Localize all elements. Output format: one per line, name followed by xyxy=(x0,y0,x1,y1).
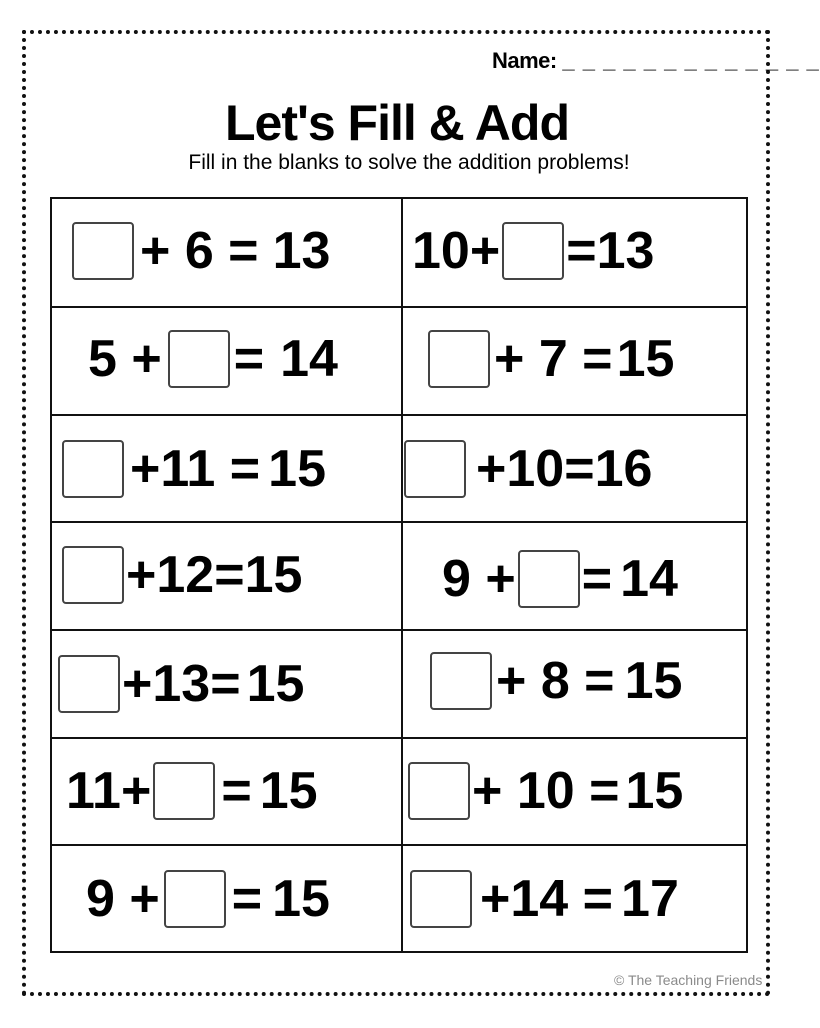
problem-3-left xyxy=(62,439,326,499)
problem-operator: +12= xyxy=(126,546,245,604)
problem-5-right xyxy=(430,651,682,711)
problem-sum: 15 xyxy=(272,870,330,928)
answer-box[interactable] xyxy=(518,550,580,608)
name-blank-line[interactable]: _ _ _ _ _ _ _ _ _ _ _ _ _ xyxy=(562,48,820,73)
grid-divider-horizontal xyxy=(52,629,746,631)
answer-box[interactable] xyxy=(168,330,230,388)
answer-box[interactable] xyxy=(502,222,564,280)
problem-operator: = xyxy=(221,762,252,820)
grid-divider-vertical xyxy=(401,199,403,951)
problem-operator: + 10 = xyxy=(472,762,620,820)
problem-grid xyxy=(50,197,748,953)
problem-operator: = xyxy=(233,330,265,388)
problem-1-left xyxy=(72,221,330,281)
problem-6-left xyxy=(66,761,318,821)
problem-operator: +13= xyxy=(122,655,241,713)
grid-divider-horizontal xyxy=(52,521,746,523)
problem-4-right xyxy=(442,549,678,609)
problem-operator: +10= xyxy=(476,440,595,498)
answer-box[interactable] xyxy=(430,652,492,710)
answer-box[interactable] xyxy=(404,440,466,498)
problem-sum: 16 xyxy=(594,440,653,498)
problem-operator: = xyxy=(581,550,613,608)
problem-addend: 9 + xyxy=(442,550,516,608)
problem-2-left xyxy=(88,329,338,389)
answer-box[interactable] xyxy=(62,546,124,604)
grid-divider-horizontal xyxy=(52,306,746,308)
problem-sum: 13 xyxy=(272,222,331,280)
problem-5-left xyxy=(58,654,304,714)
answer-box[interactable] xyxy=(428,330,490,388)
answer-box[interactable] xyxy=(410,870,472,928)
problem-sum: 15 xyxy=(246,655,305,713)
problem-sum: 15 xyxy=(268,440,326,498)
problem-sum: 17 xyxy=(621,870,679,928)
problem-7-left xyxy=(86,869,330,929)
problem-sum: 15 xyxy=(624,652,683,710)
problem-6-right xyxy=(408,761,683,821)
problem-operator: + 7 = xyxy=(494,330,613,388)
problem-4-left xyxy=(62,545,302,605)
name-label: Name: xyxy=(492,48,557,73)
answer-box[interactable] xyxy=(72,222,134,280)
problem-addend: 11+ xyxy=(66,762,152,820)
problem-sum: 15 xyxy=(625,762,684,820)
problem-sum: 13 xyxy=(596,222,655,280)
answer-box[interactable] xyxy=(408,762,470,820)
problem-sum: 14 xyxy=(620,550,678,608)
copyright-credit: © The Teaching Friends xyxy=(614,972,763,988)
problem-3-right xyxy=(404,439,652,499)
problem-operator: + 6 = xyxy=(140,222,259,280)
problem-operator: +14 = xyxy=(480,870,614,928)
problem-operator: = xyxy=(231,870,263,928)
answer-box[interactable] xyxy=(164,870,226,928)
problem-sum: 14 xyxy=(280,330,338,388)
problem-sum: 15 xyxy=(616,330,675,388)
answer-box[interactable] xyxy=(58,655,120,713)
problem-addend: 9 + xyxy=(86,870,160,928)
problem-addend: 10+ xyxy=(412,222,501,280)
worksheet-subtitle: Fill in the blanks to solve the addition problems! xyxy=(188,151,630,174)
problem-addend: 5 + xyxy=(88,330,162,388)
problem-7-right xyxy=(410,869,679,929)
grid-divider-horizontal xyxy=(52,844,746,846)
problem-operator: = xyxy=(566,222,597,280)
answer-box[interactable] xyxy=(62,440,124,498)
problem-operator: +11 = xyxy=(130,440,261,498)
answer-box[interactable] xyxy=(153,762,215,820)
worksheet-title: Let's Fill & Add xyxy=(224,95,570,151)
grid-divider-horizontal xyxy=(52,737,746,739)
name-field[interactable] xyxy=(492,48,820,74)
problem-sum: 15 xyxy=(244,546,303,604)
problem-operator: + 8 = xyxy=(496,652,615,710)
problem-1-right xyxy=(412,221,654,281)
problem-sum: 15 xyxy=(259,762,318,820)
problem-2-right xyxy=(428,329,674,389)
grid-divider-horizontal xyxy=(52,414,746,416)
